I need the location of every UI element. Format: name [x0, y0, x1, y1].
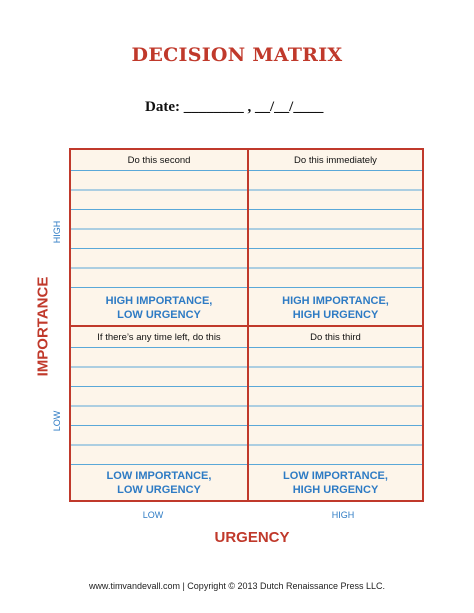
quadrant-label	[249, 469, 422, 497]
page-title: DECISION MATRIX	[131, 44, 343, 66]
quadrant-bottom-left[interactable]	[71, 327, 247, 500]
quadrant-top-right[interactable]	[249, 150, 422, 325]
x-axis-low-label: LOW	[142, 510, 164, 520]
quadrant-label	[249, 294, 422, 322]
x-axis-title: URGENCY	[214, 529, 290, 546]
footer-copyright: www.timvandevall.com | Copyright © 2013 Dutch Renaissance Press LLC.	[88, 581, 386, 591]
y-axis-low-label: LOW	[52, 410, 62, 432]
date-field[interactable]	[145, 99, 323, 116]
writing-lines	[249, 347, 422, 468]
date-label: Date:	[145, 99, 180, 115]
quadrant-label-line2: LOW URGENCY	[117, 484, 201, 496]
y-axis-high-label: HIGH	[52, 220, 62, 244]
quadrant-label-line2: HIGH URGENCY	[292, 309, 379, 321]
quadrant-label-line2: LOW URGENCY	[117, 309, 201, 321]
quadrant-heading: If there’s any time left, do this	[97, 332, 221, 343]
quadrant-heading: Do this third	[310, 332, 361, 343]
quadrant-bottom-right[interactable]	[249, 327, 422, 500]
quadrant-label-line1: LOW IMPORTANCE,	[106, 470, 212, 482]
y-axis-title: IMPORTANCE	[34, 276, 52, 377]
quadrant-label	[71, 294, 247, 322]
quadrant-label-line1: LOW IMPORTANCE,	[283, 470, 388, 482]
writing-lines	[71, 347, 247, 468]
quadrant-heading: Do this second	[127, 155, 191, 166]
writing-lines	[71, 170, 247, 291]
quadrant-top-left[interactable]	[71, 150, 247, 325]
quadrant-label-line1: HIGH IMPORTANCE,	[282, 295, 389, 307]
writing-lines	[249, 170, 422, 291]
quadrant-label-line1: HIGH IMPORTANCE,	[105, 295, 213, 307]
quadrant-heading: Do this immediately	[294, 155, 377, 166]
x-axis-high-label: HIGH	[331, 510, 355, 520]
decision-matrix	[69, 148, 424, 502]
date-blank: ________ , __/__/____	[183, 99, 324, 115]
quadrant-label	[71, 469, 247, 497]
horizontal-divider	[71, 325, 422, 327]
quadrant-label-line2: HIGH URGENCY	[292, 484, 379, 496]
